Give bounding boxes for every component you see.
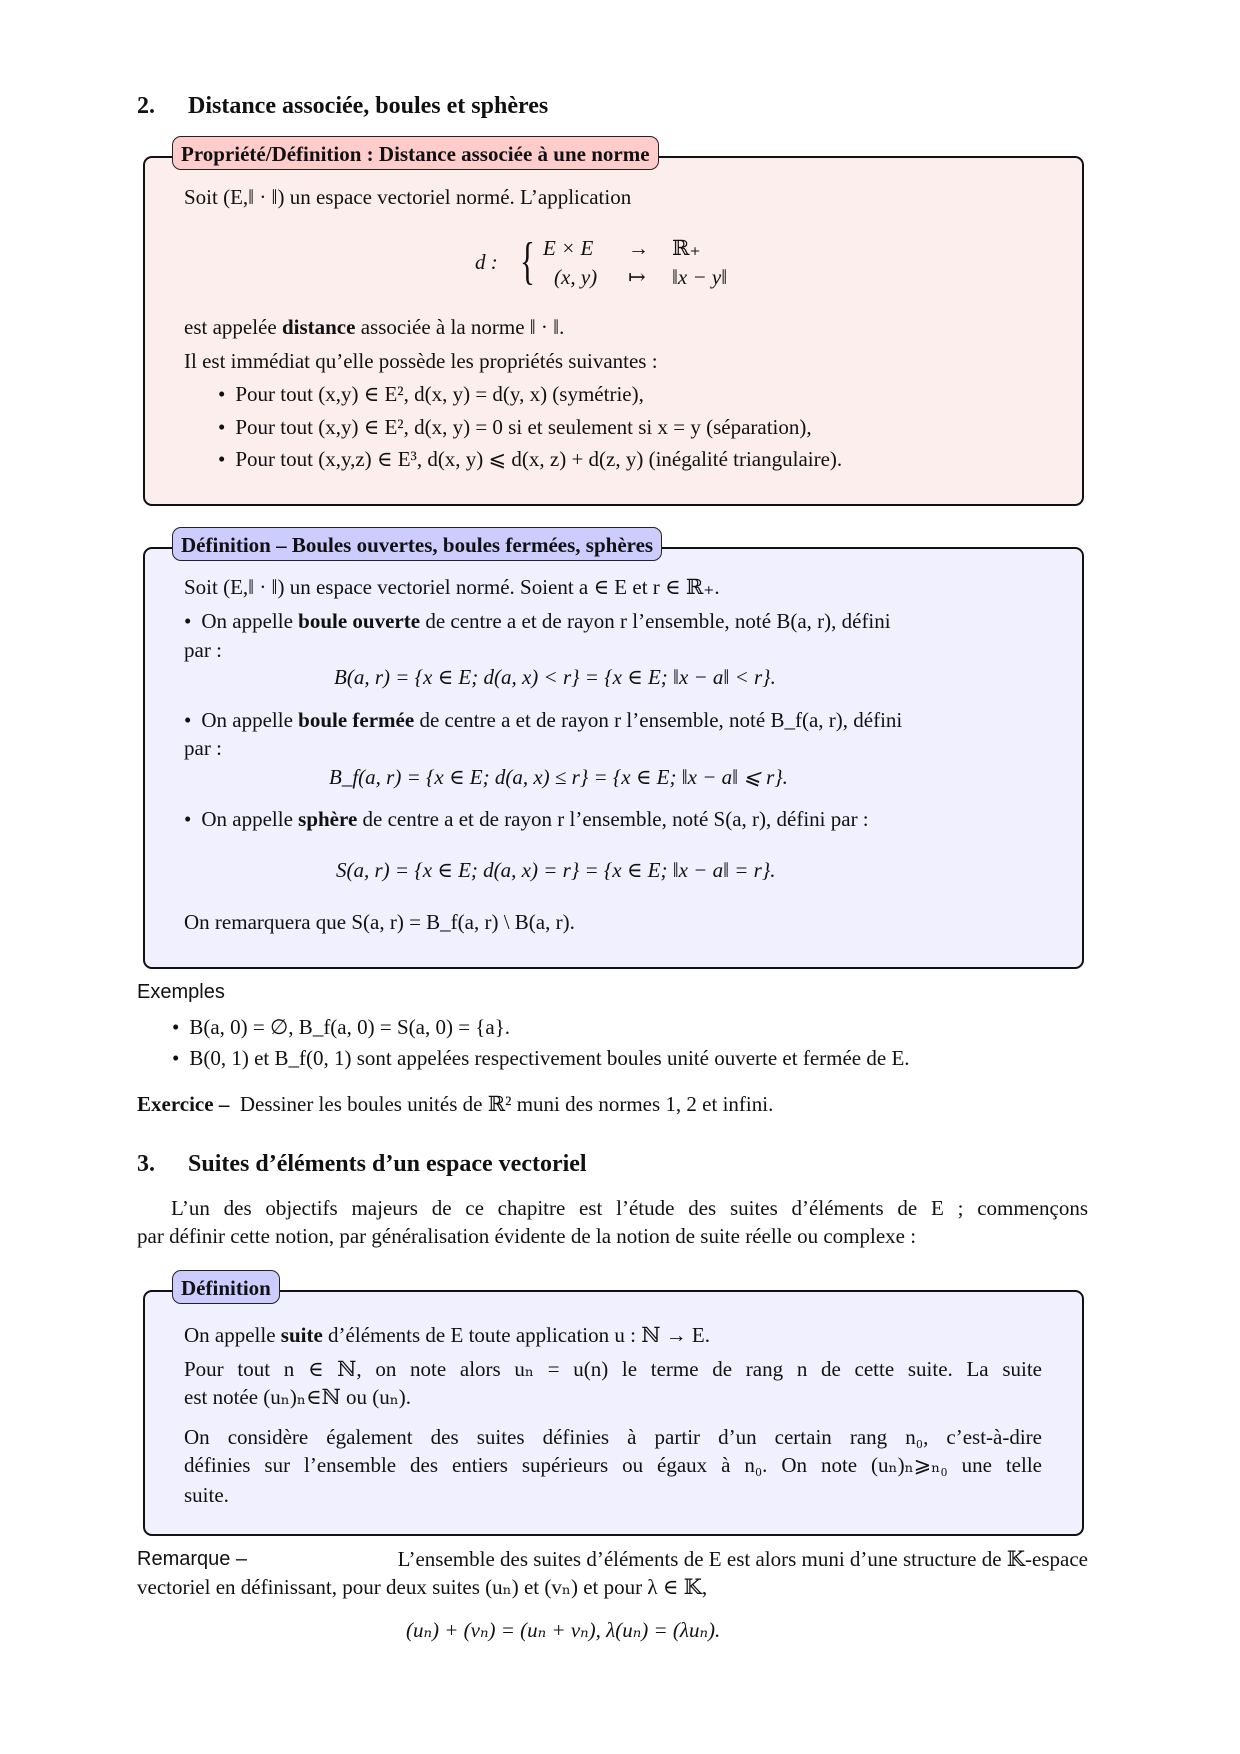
text: de centre a et de rayon r l’ensemble, noté S(a, r), défini par : bbox=[357, 807, 869, 831]
text: de centre a et de rayon r l’ensemble, noté B_f(a, r), défini bbox=[414, 708, 903, 732]
property-item: • Pour tout (x,y) ∈ E², d(x, y) = 0 si et seulement si x = y (séparation), bbox=[218, 413, 812, 441]
open-ball-formula: B(a, r) = {x ∈ E; d(a, x) < r} = {x ∈ E; ‖x − a‖ < r}. bbox=[334, 665, 776, 689]
map-value: ‖x − y‖ bbox=[672, 265, 728, 289]
text: vectoriel en définissant, pour deux suites (uₙ) et (vₙ) et pour λ ∈ 𝕂, bbox=[137, 1575, 708, 1599]
remark-formula: (uₙ) + (vₙ) = (uₙ + vₙ), λ(uₙ) = (λuₙ). bbox=[406, 1618, 721, 1642]
text: de centre a et de rayon r l’ensemble, noté B(a, r), défini bbox=[420, 609, 891, 633]
text: On appelle bbox=[184, 1323, 281, 1347]
term-sphere: sphère bbox=[298, 807, 358, 831]
text: définies sur l’ensemble des entiers supérieurs ou égaux à n₀. On note (uₙ)ₙ⩾ₙ₀ une telle bbox=[184, 1453, 1042, 1477]
text: On appelle bbox=[201, 807, 299, 831]
sphere-def bbox=[184, 805, 869, 833]
property-item: • Pour tout (x,y,z) ∈ E³, d(x, y) ⩽ d(x, z) + d(z, y) (inégalité triangulaire). bbox=[218, 445, 842, 473]
box2-remark: On remarquera que S(a, r) = B_f(a, r) \ B(a, r). bbox=[184, 910, 575, 934]
text: Pour tout n ∈ ℕ, on note alors uₙ = u(n) le terme de rang n de cette suite. La suite bbox=[184, 1357, 1042, 1381]
map-name: d : bbox=[475, 250, 498, 274]
text: d’éléments de E toute application u : ℕ → E. bbox=[322, 1323, 710, 1347]
props-intro: Il est immédiat qu’elle possède les propriétés suivantes : bbox=[184, 349, 658, 373]
sequence-def bbox=[184, 1321, 710, 1349]
closed-ball-formula: B_f(a, r) = {x ∈ E; d(a, x) ≤ r} = {x ∈ E; ‖x − a‖ ⩽ r}. bbox=[329, 765, 788, 789]
section-title: Distance associée, boules et sphères bbox=[188, 93, 549, 119]
example-item: • B(0, 1) et B_f(0, 1) sont appelées respectivement boules unité ouverte et fermée de E. bbox=[172, 1044, 910, 1072]
section-number: 3. bbox=[137, 1151, 155, 1177]
exercise-label: Exercice – bbox=[137, 1092, 230, 1116]
exercise-text: Dessiner les boules unités de ℝ² muni des normes 1, 2 et infini. bbox=[239, 1092, 774, 1116]
text: On considère également des suites définies à partir d’un certain rang n₀, c’est-à-dire bbox=[184, 1425, 1042, 1449]
map-arg: (x, y) bbox=[554, 265, 598, 289]
text: par : bbox=[184, 736, 222, 760]
exercise bbox=[137, 1090, 773, 1118]
text: par : bbox=[184, 638, 222, 662]
remark-line bbox=[137, 1545, 1088, 1573]
examples-label: Exemples bbox=[137, 981, 225, 1003]
open-ball-def bbox=[184, 607, 891, 635]
property-item: • Pour tout (x,y) ∈ E², d(x, y) = d(y, x) (symétrie), bbox=[218, 380, 644, 408]
paragraph-line: par définir cette notion, par généralisation évidente de la notion de suite réelle ou complexe : bbox=[137, 1224, 917, 1248]
term-open-ball: boule ouverte bbox=[298, 609, 421, 633]
term-distance: distance bbox=[281, 315, 356, 339]
map-mapsto: ↦ bbox=[628, 265, 646, 289]
remark-label: Remarque – bbox=[137, 1548, 248, 1570]
text: On appelle bbox=[201, 609, 299, 633]
text: est appelée bbox=[184, 315, 282, 339]
box1-intro: Soit (E,‖ · ‖) un espace vectoriel normé. L’application bbox=[184, 185, 632, 209]
distance-definition bbox=[184, 313, 564, 341]
text: associée à la norme ‖ · ‖. bbox=[355, 315, 565, 339]
section-title: Suites d’éléments d’un espace vectoriel bbox=[188, 1151, 587, 1177]
map-arrow: → bbox=[628, 236, 649, 260]
term-suite: suite bbox=[280, 1323, 323, 1347]
sphere-formula: S(a, r) = {x ∈ E; d(a, x) = r} = {x ∈ E; ‖x − a‖ = r}. bbox=[336, 858, 776, 882]
map-codomain: ℝ₊ bbox=[672, 236, 701, 260]
example-item: • B(a, 0) = ∅, B_f(a, 0) = S(a, 0) = {a}. bbox=[172, 1013, 510, 1041]
property-box-title: Propriété/Définition : Distance associée à une norme bbox=[172, 136, 659, 170]
box2-intro: Soit (E,‖ · ‖) un espace vectoriel normé. Soient a ∈ E et r ∈ ℝ₊. bbox=[184, 575, 720, 599]
closed-ball-def bbox=[184, 706, 902, 734]
text: est notée (uₙ)ₙ∈ℕ ou (uₙ). bbox=[184, 1385, 412, 1409]
term-closed-ball: boule fermée bbox=[298, 708, 415, 732]
map-domain: E × E bbox=[543, 236, 594, 260]
text: suite. bbox=[184, 1483, 229, 1507]
text: On appelle bbox=[201, 708, 299, 732]
paragraph-line: L’un des objectifs majeurs de ce chapitre est l’étude des suites d’éléments de E ; commençons bbox=[171, 1196, 1088, 1220]
brace: { bbox=[519, 233, 535, 290]
section-number: 2. bbox=[137, 93, 155, 119]
definition-box-balls-title: Définition – Boules ouvertes, boules fermées, sphères bbox=[172, 527, 662, 561]
text: L’ensemble des suites d’éléments de E est alors muni d’une structure de 𝕂-espace bbox=[397, 1547, 1088, 1571]
definition-box-sequence-title: Définition bbox=[172, 1270, 280, 1304]
